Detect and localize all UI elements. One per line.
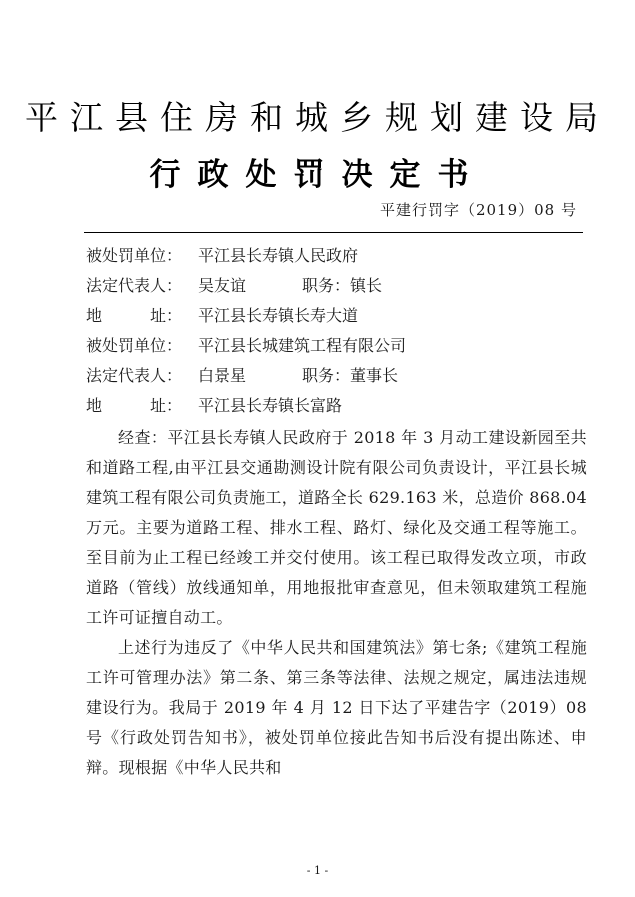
legal-basis-paragraph: 上述行为违反了《中华人民共和国建筑法》第七条;《建筑工程施工许可管理办法》第二条、第三条等法律、法规之规定，属违法违规建设行为。我局于 2019 年 4 月 12 日下达了平建告字（2019）08 号《行政处罚告知书》，被处罚单位接此告知书后没有提出陈述、申辩。现根据《中华人民共和 (86, 638, 587, 777)
field-value: 平江县长寿镇人民政府 (198, 246, 359, 265)
field-label: 地 址： (86, 396, 183, 415)
document-number: 平建行罚字（2019）08 号 (379, 201, 577, 219)
field-value: 平江县长城建筑工程有限公司 (198, 336, 407, 355)
field-value: 吴友谊 (198, 276, 247, 295)
duty-field (302, 271, 382, 301)
field-label: 被处罚单位： (86, 336, 183, 355)
findings-paragraph: 经查：平江县长寿镇人民政府于 2018 年 3 月动工建设新园至共和道路工程,由平江县交通勘测设计院有限公司负责设计，平江县长城建筑工程有限公司负责施工，道路全长 629.163 米，总造价 868.04 万元。主要为道路工程、排水工程、路灯、绿化及交通工程等施工。至目前为止工程已经竣工并交付使用。该工程已取得发改立项，市政道路（管线）放线通知单，用地报批审查意见，但未领取建筑工程施工许可证擅自动工。 (86, 428, 587, 627)
duty-field (302, 361, 398, 391)
field-value: 白景星 (198, 366, 247, 385)
issuing-organization: 平江县住房和城乡规划建设局 (25, 98, 610, 137)
header-divider (84, 232, 583, 233)
party-row-address-2 (86, 391, 586, 421)
field-value: 平江县长寿镇长富路 (198, 396, 343, 415)
duty-label: 职务： (302, 276, 351, 295)
decision-body (86, 423, 587, 783)
page-number: - 1 - (306, 864, 329, 877)
party-row-address-1 (86, 301, 586, 331)
party-row-legal-rep-1 (86, 271, 586, 301)
duty-label: 职务： (302, 366, 351, 385)
field-label: 法定代表人： (86, 276, 183, 295)
duty-value: 镇长 (350, 276, 383, 295)
duty-value: 董事长 (350, 366, 399, 385)
party-row-penalized-unit-2 (86, 331, 586, 361)
field-label: 被处罚单位： (86, 246, 183, 265)
party-row-legal-rep-2 (86, 361, 586, 391)
document-title: 行政处罚决定书 (149, 157, 486, 193)
field-label: 地 址： (86, 306, 183, 325)
field-label: 法定代表人： (86, 366, 183, 385)
party-row-penalized-unit-1 (86, 241, 586, 271)
field-value: 平江县长寿镇长寿大道 (198, 306, 359, 325)
